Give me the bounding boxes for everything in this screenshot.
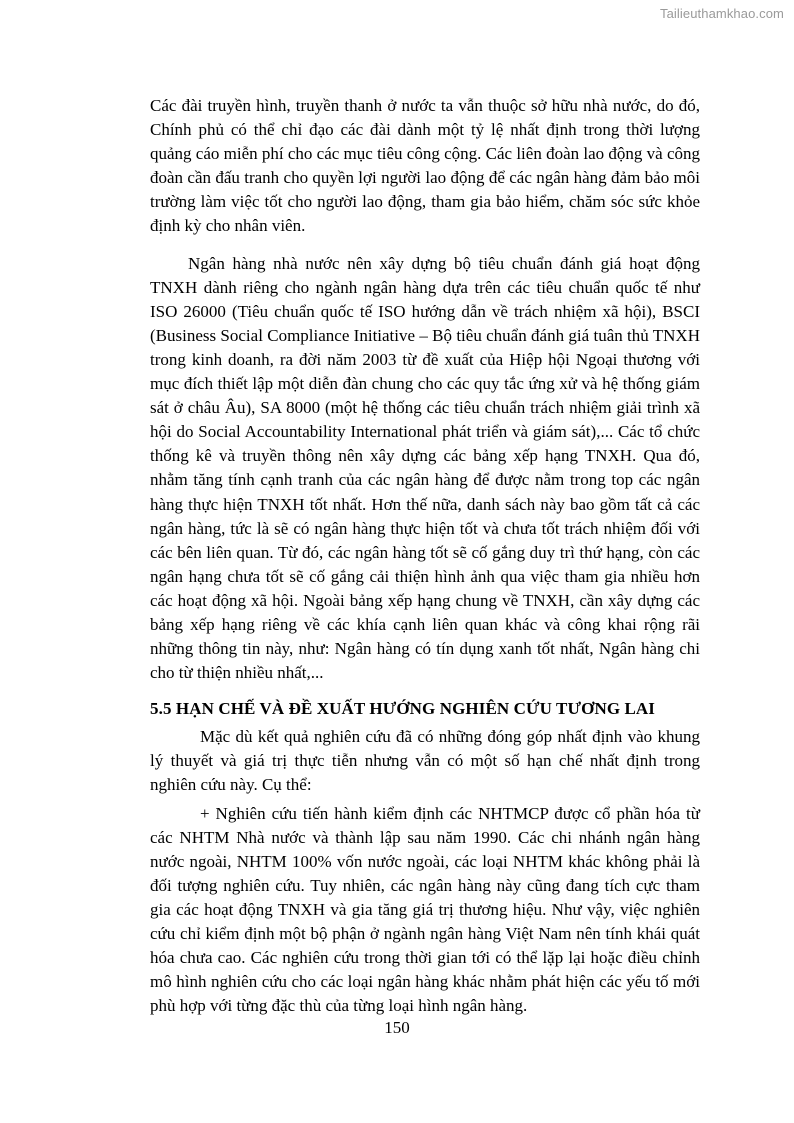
section-heading-limitations: 5.5 HẠN CHẾ VÀ ĐỀ XUẤT HƯỚNG NGHIÊN CỨU TƯƠNG LAI [150,699,656,719]
paragraph-limitation-scope: + Nghiên cứu tiến hành kiểm định các NHTMCP được cổ phần hóa từ các NHTM Nhà nước và thành lập sau năm 1990. Các chi nhánh ngân hàng nước ngoài, NHTM 100% vốn nước ngoài, các loại NHTM khác không phải là đối tượng nghiên cứu. Tuy nhiên, các ngân hàng này cũng đang tích cực tham gia các hoạt động TNXH và gia tăng giá trị thương hiệu. Như vậy, việc nghiên cứu chỉ kiểm định một bộ phận ở ngành ngân hàng Việt Nam nên tính khái quát hóa chưa cao. Các nghiên cứu trong thời gian tới có thể lặp lại hoặc điều chỉnh mô hình nghiên cứu cho các loại ngân hàng khác nhằm phát hiện các yếu tố mới phù hợp với từng đặc thù của từng loại hình ngân hàng. [150,803,700,1016]
watermark-text: Tailieuthamkhao.com [659,6,784,21]
paragraph-broadcast-unions: Các đài truyền hình, truyền thanh ở nước ta vẫn thuộc sở hữu nhà nước, do đó, Chính phủ có thể chỉ đạo các đài dành một tỷ lệ nhất định trong thời lượng quảng cáo miễn phí cho các mục tiêu công cộng. Các liên đoàn lao động và công đoàn cần đấu tranh cho quyền lợi người lao động để các ngân hàng đảm bảo môi trường làm việc tốt cho người lao động, tham gia bảo hiểm, chăm sóc sức khỏe định kỳ cho nhân viên. [150,96,700,236]
document-body [150,94,700,1018]
paragraph-limitations-intro: Mặc dù kết quả nghiên cứu đã có những đóng góp nhất định vào khung lý thuyết và giá trị thực tiễn nhưng vẫn có một số hạn chế nhất định trong nghiên cứu này. Cụ thể: [150,727,700,795]
page-number: 150 [384,1018,410,1037]
paragraph-state-bank-standards: Ngân hàng nhà nước nên xây dựng bộ tiêu chuẩn đánh giá hoạt động TNXH dành riêng cho ngành ngân hàng dựa trên các tiêu chuẩn quốc tế như ISO 26000 (Tiêu chuẩn quốc tế ISO hướng dẫn về trách nhiệm xã hội), BSCI (Business Social Compliance Initiative – Bộ tiêu chuẩn đánh giá tuân thủ TNXH trong kinh doanh, ra đời năm 2003 từ đề xuất của Hiệp hội Ngoại thương với mục đích thiết lập một diễn đàn chung cho các quy tắc ứng xử và hệ thống giám sát ở châu Âu), SA 8000 (một hệ thống các tiêu chuẩn trách nhiệm giải trình xã hội do Social Accountability International phát triển và giám sát),... Các tổ chức thống kê và truyền thông nên xây dựng các bảng xếp hạng TNXH. Qua đó, nhằm tăng tính cạnh tranh của các ngân hàng để được nằm trong top các ngân hàng thực hiện TNXH tốt nhất. Hơn thế nữa, danh sách này bao gồm tất cả các ngân hàng, tức là sẽ có ngân hàng thực hiện tốt và chưa tốt trách nhiệm đối với các bên liên quan. Từ đó, các ngân hàng tốt sẽ cố gắng duy trì thứ hạng, còn các ngân hạng chưa tốt sẽ cố gắng cải thiện hình ảnh qua việc tham gia nhiều hơn các hoạt động xã hội. Ngoài bảng xếp hạng chung về TNXH, cần xây dựng các bảng xếp hạng riêng về các khía cạnh liên quan khác và công khai rộng rãi những thông tin này, như: Ngân hàng có tín dụng xanh tốt nhất, Ngân hàng chi cho từ thiện nhiều nhất,... [150,253,700,683]
